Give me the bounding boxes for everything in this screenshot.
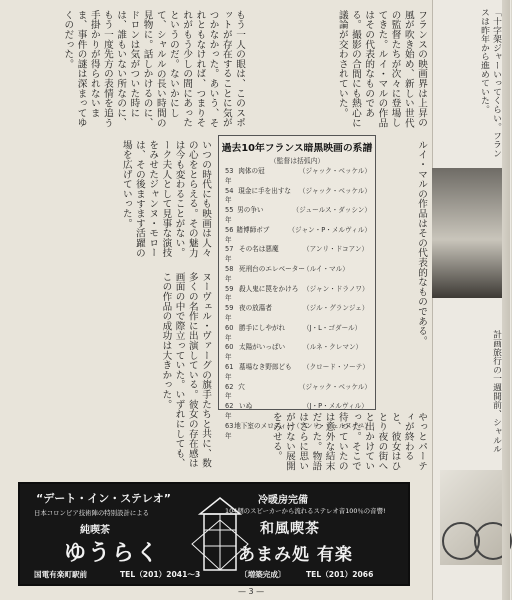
film-director: （アンリ・ヴェルヌイユ） [293, 421, 371, 430]
film-year: 53年 [225, 167, 234, 185]
film-year: 62年 [225, 402, 234, 420]
article-upper-left: もう一人の眼は、このスポットが存在することに気がつかなかった。あいう、それともなければ、つまりそれがもう少しの間にあったというのだ。ないかにして、シャルルの長い時間の見物に。話しかけるのに、ドロンは気がついた時には、誰もいない所なのに、もう一度先方の表情を追う手掛かりが得られないまま、事件の謎は深まってゆくのだった。 [62, 10, 245, 128]
ad-left-name: ゆうらく [64, 541, 161, 566]
film-year: 63年 [225, 421, 234, 440]
film-title: 地下室のメロディー [234, 421, 294, 430]
film-director: （ジャン・ドラノワ） [303, 284, 369, 293]
film-title: 死刑台のエレベーター [239, 264, 305, 273]
box-subtitle: （監督は括弧内） [269, 157, 325, 165]
film-row [225, 245, 371, 265]
page-number: — 3 — [238, 587, 265, 596]
film-year: 62年 [225, 382, 234, 401]
ad-right-sub: 和風喫茶 [260, 521, 320, 537]
film-year: 60年 [225, 323, 234, 342]
film-row [225, 324, 371, 344]
film-title: 夜の放蕩者 [239, 304, 272, 313]
photo-caption-bottom: 計画旅行の一週間前、シャルル [491, 330, 501, 454]
page-edge [502, 0, 510, 600]
ad-right-small: 104個のスピーカーから流れるステレオ音100％の音響! [225, 507, 386, 515]
film-row [225, 285, 371, 305]
film-title: その名は悪魔 [239, 245, 279, 254]
film-year: 55年 [225, 206, 234, 224]
film-director: （ジル・グランジェ） [303, 304, 369, 313]
film-row [225, 383, 371, 403]
cafe-advertisement [18, 482, 410, 586]
article-side-column: ルイ・マルの作品はその代表的なものである。 [416, 140, 427, 346]
film-director: （ジャン・P・メルヴィル） [288, 225, 371, 234]
film-title: 穴 [238, 382, 245, 391]
film-list [225, 167, 371, 441]
film-year: 61年 [225, 362, 234, 381]
film-title: 太陽がいっぱい [239, 343, 286, 352]
film-director: （J・L・ゴダール） [303, 323, 362, 332]
film-row [225, 265, 371, 285]
film-year: 60年 [225, 343, 234, 362]
film-row [225, 363, 371, 383]
film-director: （ジャック・ベッケル） [298, 186, 371, 195]
film-row [225, 187, 371, 207]
film-title: 男の争い [237, 206, 264, 215]
film-row [225, 304, 371, 324]
film-row [225, 343, 371, 363]
ad-tagline: “デート・イン・ステレオ” [36, 492, 172, 505]
street-photo [432, 168, 510, 298]
film-genealogy-box [218, 135, 376, 440]
bicycle-photo [440, 470, 510, 565]
film-director: （アンリ・ドコアン） [303, 245, 369, 254]
ad-left-small: 日本コロンビア技術陣の特別設計による [34, 509, 150, 517]
film-director: （ジャック・ベッケル） [298, 382, 371, 391]
film-year: 58年 [225, 264, 234, 283]
film-year: 56年 [225, 225, 234, 244]
film-title: 肉体の冠 [238, 167, 265, 175]
film-year: 54年 [225, 186, 234, 205]
film-director: （クロード・ソーテ） [303, 362, 369, 371]
ad-right-kind: 冷暖房完備 [258, 495, 308, 506]
ad-left-address: 国電有楽町駅前 [34, 570, 88, 579]
article-lower-right: やっとパーティが終わると、彼女はひとり夜の街へと出かけていった。そこで待っていたのは意外な結末だった。物語はさらに思いがけない展開をみせる。 [270, 412, 427, 471]
film-title: 勝手にしやがれ [239, 323, 286, 332]
film-director: （ルイ・マル） [303, 264, 349, 273]
film-title: いぬ [239, 402, 253, 411]
film-year: 59年 [225, 304, 234, 322]
article-mid-left: いつの時代にも映画は人々の心をとらえる。その魅力は今も変わることがない。ーク夫人として見事な演技をみせたジャンヌ・モローは、その後ますます活躍の場を広げていった。 [120, 140, 211, 258]
box-title: 過去10年フランス暗黒映画の系譜 [221, 143, 373, 154]
film-year: 59年 [225, 284, 234, 303]
film-row [225, 206, 371, 226]
ad-right-tel: TEL（201）2066 [306, 570, 374, 579]
film-year: 57年 [225, 245, 234, 264]
film-row [225, 422, 371, 442]
film-director: （J・P・メルヴィル） [303, 402, 368, 411]
ad-left-kind: 純喫茶 [80, 525, 110, 536]
ad-right-name: あまみ処 有楽 [238, 545, 353, 565]
film-row [225, 167, 371, 187]
film-title: 殺人鬼に罠をかけろ [239, 284, 299, 293]
film-director: （ジャック・ベッケル） [298, 167, 371, 175]
film-title: 賭博師ボブ [236, 225, 270, 234]
film-row [225, 226, 371, 246]
ad-left-tel: TEL（201）2041～3 [120, 570, 201, 579]
article-lower-left: ヌーヴェル・ヴァーグの旗手たちと共に、数多くの名作に出演している。彼女の存在感は画面の中で際立っていた。いずれにしても、この作品の成功は大きかった。 [160, 272, 211, 469]
film-title: 現金に手を出すな [238, 186, 292, 195]
film-row [225, 402, 371, 422]
ad-right-note: 〔増築完成〕 [240, 570, 286, 579]
film-title: 墓場なき野郎ども [239, 362, 292, 371]
article-upper-right: フランスの映画界は上昇の風が吹き始め、新しい世代の監督たちが次々に登場してきた。ルイ・マルの作品はその代表的なものである。撮影の合間にも熱心に議論が交わされていた。 [336, 10, 427, 128]
film-director: （ジュールス・ダッシン） [292, 206, 371, 215]
photo-caption-top: 「十字架ジャーいってくらい。フランスは昨年から進めていた。 [479, 8, 501, 158]
film-director: （ルネ・クレマン） [303, 343, 363, 352]
